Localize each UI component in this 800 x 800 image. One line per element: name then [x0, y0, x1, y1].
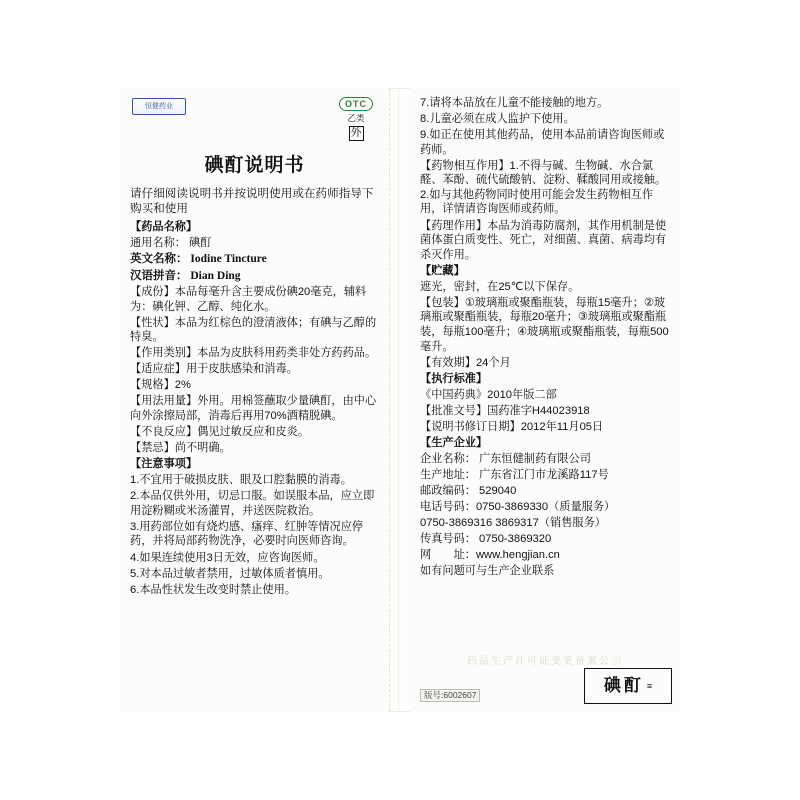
section-indications: 【适应症】用于皮肤感染和消毒。 — [130, 363, 298, 376]
storage-detail: 遮光，密封，在25℃以下保存。 — [420, 280, 580, 293]
section-packaging: 【包装】①玻璃瓶或聚酯瓶装，每瓶15毫升；②玻璃瓶或聚酯瓶装，每瓶20毫升；③玻璃瓶或聚酯瓶装，每瓶100毫升；④玻璃瓶或聚酯瓶装，每瓶500毫升。 — [420, 296, 669, 353]
section-dosage: 【用法用量】外用。用棉签蘸取少量碘酊，由中心向外涂擦局部，消毒后再用70%酒精脱碘。 — [130, 395, 377, 422]
generic-name: 通用名称： 碘酊 — [130, 237, 212, 250]
section-specification: 【规格】2% — [130, 379, 191, 392]
precaution-2: 2.本品仅供外用，切忌口服。如误服本品，应立即用淀粉糊或米汤灌胃，并送医院救治。 — [130, 490, 375, 517]
leaflet-left-column — [120, 88, 390, 712]
section-revision-date: 【说明书修订日期】2012年11月05日 — [420, 420, 604, 433]
leaflet-header — [130, 96, 379, 142]
brand-mark — [584, 668, 672, 704]
manufacturer-phone: 电话号码：0750-3869330（质量服务） — [420, 501, 616, 514]
otc-badge-group — [339, 97, 373, 141]
section-precautions: 【注意事项】 — [130, 458, 198, 471]
leaflet-sheet — [120, 88, 680, 712]
otc-icon: OTC — [339, 97, 373, 111]
section-category: 【作用类别】本品为皮肤科用药类非处方药药品。 — [130, 347, 377, 360]
page-title: 碘酊说明书 — [204, 155, 305, 176]
company-logo: 恒健药业 — [132, 98, 186, 115]
section-manufacturer: 【生产企业】 — [420, 436, 488, 449]
manufacturer-contact-note: 如有问题可与生产企业联系 — [420, 565, 555, 578]
leaflet-right-column — [410, 88, 680, 712]
manufacturer-fax: 传真号码： 0750-3869320 — [420, 533, 552, 546]
pinyin-name: 汉语拼音： Dian Ding — [130, 269, 241, 282]
precaution-5: 5.对本品过敏者禁用，过敏体质者慎用。 — [130, 567, 330, 580]
precaution-6: 6.本品性状发生改变时禁止使用。 — [130, 583, 296, 596]
section-storage: 【贮藏】 — [420, 264, 465, 277]
version-code: 版号:6002607 — [420, 689, 480, 702]
precaution-4: 4.如果连续使用3日无效，应咨询医师。 — [130, 551, 325, 564]
section-drug-interactions: 【药物相互作用】1.不得与碱、生物碱、水合氯醛、苯酚、硫代硫酸钠、淀粉、鞣酸同用或接触。2.如与其他药物同时使用可能会发生药物相互作用，详情请咨询医师或药师。 — [420, 159, 667, 216]
section-description: 【性状】本品为红棕色的澄清液体；有碘与乙醇的特臭。 — [130, 316, 377, 344]
precaution-8: 8.儿童必须在成人监护下使用。 — [420, 113, 575, 126]
watermark-text: 药品生产许可证变更备案公示 — [467, 656, 623, 667]
precaution-1: 1.不宜用于破损皮肤、眼及口腔黏膜的消毒。 — [130, 474, 352, 487]
standard-detail: 《中国药典》2010年版二部 — [420, 388, 557, 401]
column-divider — [398, 88, 399, 712]
section-shelf-life: 【有效期】24个月 — [420, 356, 511, 369]
brand-mark-bars-icon: ≡ — [646, 680, 653, 691]
section-adverse-reactions: 【不良反应】偶见过敏反应和皮炎。 — [130, 426, 310, 439]
manufacturer-block — [420, 452, 670, 579]
manufacturer-postcode: 邮政编码： 529040 — [420, 485, 517, 498]
precaution-3: 3.用药部位如有烧灼感、瘙痒、红肿等情况应停药，并将局部药物洗净，必要时向医师咨询。 — [130, 520, 364, 548]
intro-text: 请仔细阅读说明书并按说明使用或在药师指导下购买和使用 — [130, 186, 374, 216]
section-standard: 【执行标准】 — [420, 372, 488, 385]
english-name: 英文名称： Iodine Tincture — [130, 253, 267, 266]
precaution-7: 7.请将本品放在儿童不能接触的地方。 — [420, 97, 609, 109]
otc-class-label: 乙类 — [347, 112, 365, 123]
manufacturer-phone-sales: 0750-3869316 3869317（销售服务） — [420, 517, 606, 530]
precaution-9: 9.如正在使用其他药品，使用本品前请咨询医师或药师。 — [420, 129, 665, 156]
brand-mark-label: 碘酊 — [603, 675, 644, 695]
manufacturer-website[interactable]: 网 址：www.hengjian.cn — [420, 549, 560, 562]
manufacturer-address: 生产地址： 广东省江门市龙溪路117号 — [420, 469, 609, 481]
section-approval-number: 【批准文号】国药准字H44023918 — [420, 404, 590, 417]
section-drug-name: 【药品名称】 — [130, 220, 198, 233]
manufacturer-name: 企业名称： 广东恒健制药有限公司 — [420, 452, 591, 465]
section-pharmacology: 【药理作用】本品为消毒防腐剂，其作用机制是使菌体蛋白质变性、死亡，对细菌、真菌、病毒均有杀灭作用。 — [420, 219, 667, 261]
section-ingredients: 【成份】本品每毫升含主要成份碘20毫克，辅料为：碘化钾、乙醇、纯化水。 — [130, 285, 367, 313]
section-contraindications: 【禁忌】尚不明确。 — [130, 442, 231, 455]
external-use-icon: 外 — [350, 126, 362, 139]
